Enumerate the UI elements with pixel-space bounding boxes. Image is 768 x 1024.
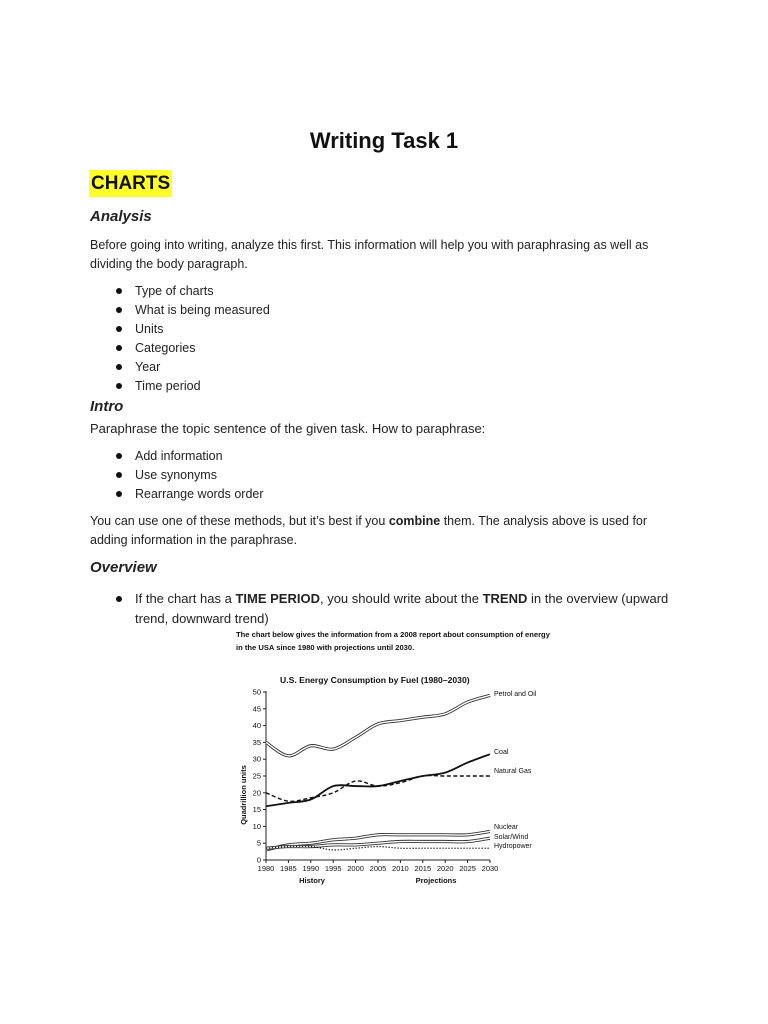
x-axis-label-history: History	[299, 876, 325, 885]
x-tick-label: 1980	[257, 864, 275, 873]
legend-hydropower: Hydropower	[494, 843, 532, 850]
intro-heading: Intro	[90, 398, 124, 415]
energy-chart	[232, 628, 592, 890]
intro-note-bold: combine	[388, 514, 441, 528]
list-item: Categories	[90, 339, 270, 358]
x-axis-label-projections: Projections	[415, 876, 457, 885]
section-heading-charts: CHARTS	[89, 170, 172, 197]
y-tick-label: 20	[252, 788, 261, 798]
x-tick-label: 2020	[436, 864, 454, 873]
overview-heading: Overview	[90, 559, 157, 576]
legend-natural-gas: Natural Gas	[494, 768, 532, 775]
page-title: Writing Task 1	[309, 128, 459, 153]
list-item: Type of charts	[90, 282, 270, 301]
analysis-text: Before going into writing, analyze this first. This information will help you with paraphrasing as well as dividing the body paragraph.	[90, 238, 649, 271]
x-tick-label: 1985	[280, 864, 297, 873]
list-item: Add information	[90, 447, 264, 466]
legend-nuclear: Nuclear	[494, 824, 519, 831]
y-tick-label: 40	[252, 721, 261, 731]
y-tick-label: 30	[252, 754, 261, 764]
list-item: What is being measured	[90, 301, 270, 320]
intro-list	[90, 447, 264, 504]
y-axis-label: Quadrillion units	[239, 765, 248, 825]
intro-note-start: You can use one of these methods, but it’s best if you	[90, 514, 389, 528]
x-tick-label: 2015	[414, 864, 432, 873]
x-tick-label: 2030	[481, 864, 499, 873]
overview-bold-time-period: TIME PERIOD	[235, 591, 320, 606]
y-tick-label: 25	[252, 771, 261, 781]
legend-petrol-and-oil: Petrol and Oil	[494, 691, 537, 698]
series-line-natural-gas	[266, 776, 490, 802]
overview-bold-trend: TREND	[482, 591, 528, 606]
list-item: Rearrange words order	[90, 485, 264, 504]
overview-text-2: , you should write about the	[319, 591, 483, 606]
y-tick-label: 0	[256, 855, 261, 865]
x-tick-label: 1990	[302, 864, 320, 873]
legend-coal: Coal	[494, 749, 509, 756]
x-tick-label: 2005	[369, 864, 387, 873]
y-tick-label: 45	[252, 704, 261, 714]
chart-caption-line-2: in the USA since 1980 with projections until 2030.	[236, 643, 415, 652]
x-tick-label: 1995	[324, 864, 342, 873]
overview-text-3: in the overview (upward trend, downward trend)	[135, 591, 669, 626]
x-tick-label: 2010	[392, 864, 409, 873]
energy-chart-svg	[232, 628, 592, 890]
intro-note-end: them. The analysis above is used for adding information in the paraphrase.	[90, 514, 648, 547]
y-tick-label: 15	[252, 805, 261, 815]
list-item: Use synonyms	[90, 466, 264, 485]
analysis-heading: Analysis	[90, 208, 152, 225]
y-tick-label: 50	[252, 687, 261, 697]
overview-bullet	[90, 589, 690, 629]
y-tick-label: 10	[252, 821, 261, 831]
list-item: Time period	[90, 377, 270, 396]
series-line-petrol-and-oil	[266, 695, 490, 756]
intro-text: Paraphrase the topic sentence of the given task. How to paraphrase:	[90, 421, 486, 436]
y-tick-label: 35	[252, 737, 261, 747]
legend-solar-wind: Solar/Wind	[494, 834, 529, 841]
series-line-coal	[266, 754, 490, 806]
x-tick-label: 2000	[347, 864, 364, 873]
y-tick-label: 5	[256, 838, 261, 848]
overview-text-1: If the chart has a	[135, 591, 236, 606]
chart-caption-line-1: The chart below gives the information from a 2008 report about consumption of energy	[236, 630, 550, 639]
list-item: Year	[90, 358, 270, 377]
list-item: Units	[90, 320, 270, 339]
x-tick-label: 2025	[459, 864, 476, 873]
analysis-list	[90, 282, 270, 396]
intro-note	[90, 512, 680, 550]
chart-title: U.S. Energy Consumption by Fuel (1980–2030)	[280, 675, 470, 685]
